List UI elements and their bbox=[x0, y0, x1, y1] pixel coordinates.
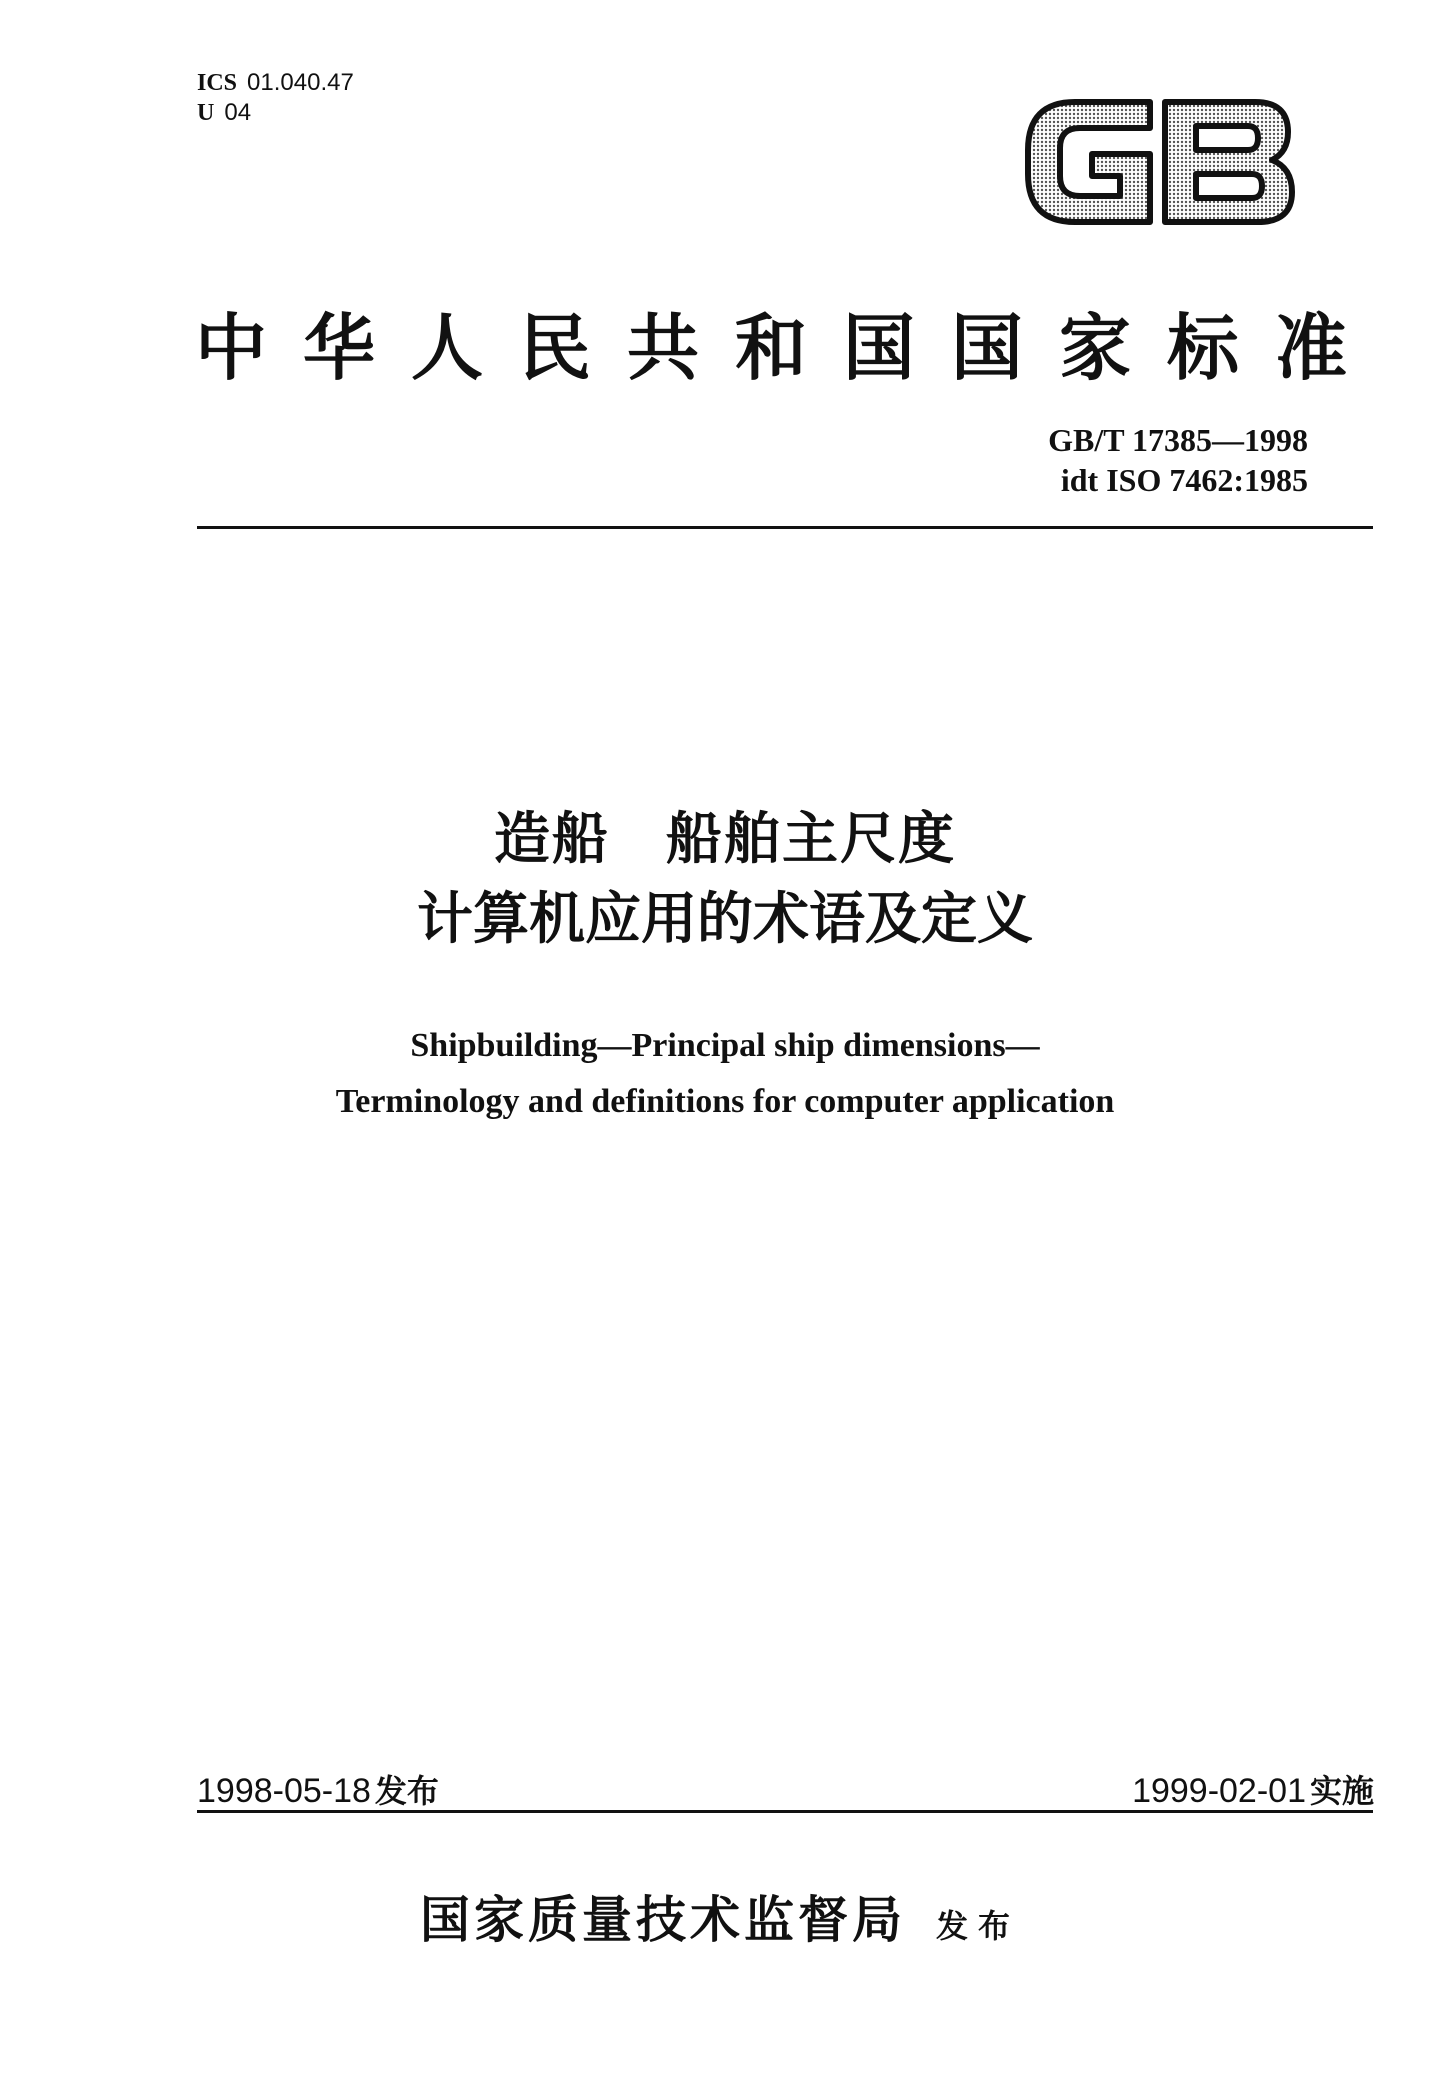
chinese-title-line-2: 计算机应用的术语及定义 bbox=[417, 887, 1033, 952]
english-title-line-2: Terminology and definitions for computer application bbox=[335, 1083, 1115, 1120]
gb-logo bbox=[1020, 92, 1300, 232]
publisher-name: 国家质量技术监督局 bbox=[420, 1890, 906, 1949]
publisher bbox=[420, 1880, 1020, 1952]
effective-date-value: 1999-02-01 bbox=[1132, 1772, 1306, 1810]
issue-date-suffix: 发布 bbox=[374, 1772, 439, 1810]
publisher-suffix: 发布 bbox=[936, 1907, 1021, 1945]
standard-title: 中华人民共和国国家标准 bbox=[195, 305, 1384, 390]
effective-date-suffix: 实施 bbox=[1309, 1772, 1374, 1810]
chinese-title-part-a: 造船 bbox=[494, 807, 610, 872]
english-title bbox=[0, 1018, 1450, 1130]
ics-label: ICS bbox=[197, 70, 238, 96]
adoption-text: idt ISO 7462:1985 bbox=[1060, 462, 1308, 498]
ics-code bbox=[197, 68, 354, 98]
issue-date bbox=[197, 1766, 439, 1812]
gb-logo-b bbox=[1165, 102, 1292, 222]
standard-number-block bbox=[1048, 420, 1308, 500]
issue-date-value: 1998-05-18 bbox=[197, 1772, 371, 1810]
gb-logo-g bbox=[1028, 102, 1150, 222]
bottom-divider bbox=[197, 1810, 1373, 1813]
chinese-title-part-b: 船舶主尺度 bbox=[666, 807, 956, 872]
adoption-reference bbox=[1048, 460, 1308, 500]
effective-date bbox=[1132, 1766, 1374, 1812]
ccs-value: 04 bbox=[224, 99, 252, 126]
ccs-code bbox=[197, 98, 354, 128]
standard-number bbox=[1048, 420, 1308, 460]
chinese-title bbox=[0, 800, 1450, 960]
english-title-line-1: Shipbuilding—Principal ship dimensions— bbox=[410, 1027, 1040, 1064]
top-divider bbox=[197, 526, 1373, 529]
classification-codes bbox=[197, 68, 354, 128]
standard-number-text: GB/T 17385—1998 bbox=[1048, 422, 1308, 458]
ics-value: 01.040.47 bbox=[247, 69, 354, 96]
ccs-label: U bbox=[197, 100, 215, 126]
gb-logo-text: GB bbox=[1020, 92, 1022, 93]
chinese-title-line-1 bbox=[0, 800, 1450, 880]
